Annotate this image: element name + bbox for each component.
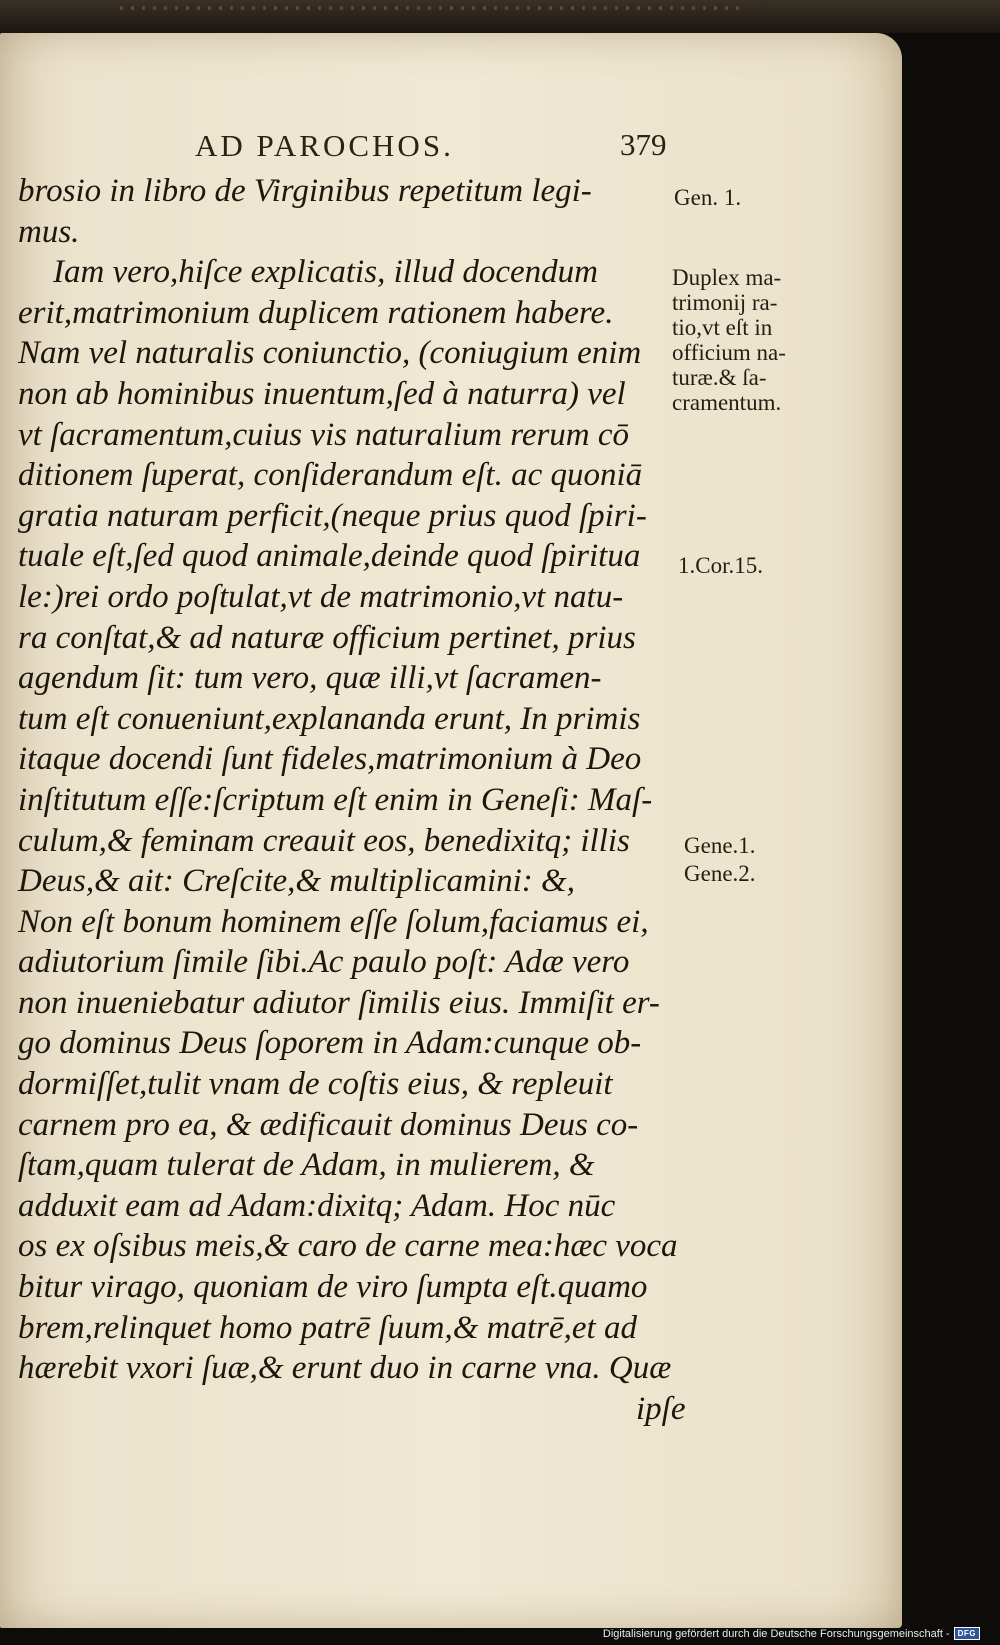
catchword: ipſe xyxy=(636,1390,686,1427)
text-line: hærebit vxori ſuæ,& erunt duo in carne vna. Quæ xyxy=(18,1350,672,1387)
margin-note-line: trimonij ra- xyxy=(672,290,778,315)
dfg-logo: DFG xyxy=(954,1627,980,1640)
text-line: os ex oſsibus meis,& caro de carne mea:hæc voca xyxy=(18,1228,678,1265)
margin-note-line: turæ.& ſa- xyxy=(672,365,767,390)
text-line: le:)rei ordo poſtulat,vt de matrimonio,vt natu- xyxy=(18,578,624,615)
scan-top-edge xyxy=(0,0,1000,33)
text-line: mus. xyxy=(18,213,80,250)
margin-note-gene2: Gene.2. xyxy=(684,861,756,886)
margin-note-cor15: 1.Cor.15. xyxy=(678,553,763,578)
text-line: itaque docendi ſunt fideles,matrimonium à Deo xyxy=(18,741,642,778)
text-line: non inueniebatur adiutor ſimilis eius. Immiſit er- xyxy=(18,984,660,1021)
text-line: gratia naturam perficit,(neque prius quod ſpiri- xyxy=(18,497,647,534)
body-text xyxy=(18,171,688,1429)
text-line: dormiſſet,tulit vnam de coſtis eius, & repleuit xyxy=(18,1066,613,1103)
text-line: ditionem ſuperat, conſiderandum eſt. ac quoniā xyxy=(18,457,643,494)
text-line: ra conſtat,& ad naturæ officium pertinet, prius xyxy=(18,619,636,656)
page-number: 379 xyxy=(620,127,667,162)
text-line: Nam vel naturalis coniunctio, (coniugium enim xyxy=(18,335,642,372)
text-line: inſtitutum eſſe:ſcriptum eſt enim in Geneſi: Maſ- xyxy=(18,781,653,818)
margin-note-line: cramentum. xyxy=(672,390,782,415)
text-line: culum,& feminam creauit eos, benedixitq; illis xyxy=(18,822,630,859)
margin-note-line: Duplex ma- xyxy=(672,265,782,290)
text-line: tum eſt conueniunt,explananda erunt, In primis xyxy=(18,700,641,737)
text-line: brem,relinquet homo patrē ſuum,& matrē,et ad xyxy=(18,1309,637,1346)
text-line: Deus,& ait: Creſcite,& multiplicamini: &, xyxy=(18,863,575,900)
text-line: agendum ſit: tum vero, quæ illi,vt ſacramen- xyxy=(18,660,602,697)
text-line: adiutorium ſimile ſibi.Ac paulo poſt: Adæ vero xyxy=(18,944,630,981)
scan-specks xyxy=(120,6,740,10)
text-line: brosio in libro de Virginibus repetitum legi- xyxy=(18,173,592,209)
text-line: tuale eſt,ſed quod animale,deinde quod ſpiritua xyxy=(18,538,641,575)
text-line: carnem pro ea, & ædificauit dominus Deus co- xyxy=(18,1106,639,1143)
text-line: go dominus Deus ſoporem in Adam:cunque ob- xyxy=(18,1025,642,1062)
running-head: AD PAROCHOS. xyxy=(195,128,454,163)
margin-note-gene1: Gene.1. xyxy=(684,833,756,858)
margin-note-gen1: Gen. 1. xyxy=(674,185,742,210)
text-line: bitur virago, quoniam de viro ſumpta eſt.quamo xyxy=(18,1269,648,1306)
text-line: Non eſt bonum hominem eſſe ſolum,faciamus ei, xyxy=(18,903,649,940)
text-line: Iam vero,hiſce explicatis, illud docendum xyxy=(53,254,598,291)
text-line: adduxit eam ad Adam:dixitq; Adam. Hoc nūc xyxy=(18,1187,616,1224)
funding-footer xyxy=(603,1625,980,1642)
text-line: erit,matrimonium duplicem rationem habere. xyxy=(18,294,614,331)
margin-note-line: tio,vt eſt in xyxy=(672,315,773,340)
text-line: ſtam,quam tulerat de Adam, in mulierem, & xyxy=(18,1147,595,1184)
text-line: non ab hominibus inuentum,ſed à naturra) vel xyxy=(18,375,626,412)
margin-note-duplex xyxy=(672,265,786,415)
margin-note-line: officium na- xyxy=(672,340,786,365)
book-page xyxy=(0,33,902,1628)
text-line: vt ſacramentum,cuius vis naturalium rerum cō xyxy=(18,416,630,453)
funding-text: Digitalisierung gefördert durch die Deutsche Forschungsgemeinschaft - xyxy=(602,1627,950,1640)
